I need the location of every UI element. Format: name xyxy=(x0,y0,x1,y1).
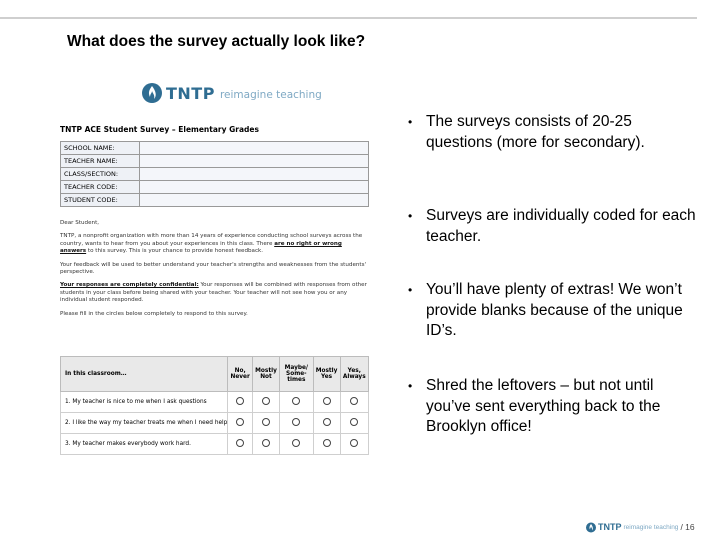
column-header: Mostly Yes xyxy=(313,357,340,392)
column-header: Maybe/ Some-times xyxy=(280,357,314,392)
student-letter xyxy=(60,220,369,342)
response-bubble[interactable] xyxy=(262,397,270,405)
bullet-item: • Shred the leftovers – but not until you’ve sent everything back to the Brooklyn office! xyxy=(408,377,661,435)
field-label-student-code: STUDENT CODE: xyxy=(61,194,140,207)
letter-paragraph-3: Your responses are completely confidential: Your responses will be combined with responses from other students in your class before being shared with your teacher. Your teacher will not see how you or any individual student responded. xyxy=(60,282,367,304)
bullet-icon: • xyxy=(408,379,413,393)
field-label-class: CLASS/SECTION: xyxy=(61,168,140,181)
top-divider xyxy=(0,17,697,19)
footer-tagline: reimagine teaching xyxy=(623,523,679,531)
response-bubble[interactable] xyxy=(236,439,244,447)
tntp-logo xyxy=(142,80,322,106)
bullet-item: • The surveys consists of 20-25 questions (more for secondary). xyxy=(408,113,645,151)
response-bubble[interactable] xyxy=(236,397,244,405)
letter-greeting: Dear Student, xyxy=(60,220,100,226)
flame-icon xyxy=(586,522,596,533)
response-bubble[interactable] xyxy=(292,439,300,447)
response-bubble[interactable] xyxy=(292,397,300,405)
response-bubble[interactable] xyxy=(350,418,358,426)
class-section-field[interactable] xyxy=(140,168,369,181)
field-label-teacher: TEACHER NAME: xyxy=(61,155,140,168)
slide-footer xyxy=(586,520,695,534)
question-text: 3. My teacher makes everybody work hard. xyxy=(61,434,228,455)
page-number: / 16 xyxy=(680,522,695,532)
question-table xyxy=(60,356,369,455)
column-header: Yes, Always xyxy=(340,357,368,392)
letter-paragraph-4: Please fill in the circles below completely to respond to this survey. xyxy=(60,310,248,317)
bullet-icon: • xyxy=(408,209,413,223)
column-header: No, Never xyxy=(228,357,253,392)
response-bubble[interactable] xyxy=(323,397,331,405)
field-label-school: SCHOOL NAME: xyxy=(61,142,140,155)
bullet-item: • You’ll have plenty of extras! We won’t provide blanks because of the unique ID’s. xyxy=(408,281,683,339)
logo-tagline: reimagine teaching xyxy=(219,88,322,101)
student-info-fields xyxy=(60,141,369,207)
column-header: Mostly Not xyxy=(252,357,279,392)
table-row xyxy=(61,392,369,413)
field-label-teacher-code: TEACHER CODE: xyxy=(61,181,140,194)
response-bubble[interactable] xyxy=(236,418,244,426)
question-header: In this classroom… xyxy=(61,357,228,392)
response-bubble[interactable] xyxy=(323,439,331,447)
slide-title: What does the survey actually look like? xyxy=(67,33,366,50)
table-row xyxy=(61,434,369,455)
bullet-item: • Surveys are individually coded for each teacher. xyxy=(408,207,696,245)
footer-logo-wordmark: TNTP xyxy=(598,522,622,532)
table-row xyxy=(61,413,369,434)
school-name-field[interactable] xyxy=(140,142,369,155)
response-bubble[interactable] xyxy=(350,439,358,447)
letter-paragraph-1: TNTP, a nonprofit organization with more than 14 years of experience conducting school surveys across the country, wants to hear from you about your experiences in this class. There are no right or wrong answers to this survey. This is your chance to provide honest feedback. xyxy=(60,233,363,255)
flame-icon xyxy=(142,82,162,104)
question-text: 2. I like the way my teacher treats me when I need help xyxy=(61,413,228,434)
logo-wordmark: TNTP xyxy=(166,83,215,103)
response-bubble[interactable] xyxy=(350,397,358,405)
response-bubble[interactable] xyxy=(292,418,300,426)
response-bubble[interactable] xyxy=(262,439,270,447)
survey-title: TNTP ACE Student Survey – Elementary Grades xyxy=(60,125,259,134)
response-bubble[interactable] xyxy=(323,418,331,426)
question-text: 1. My teacher is nice to me when I ask questions xyxy=(61,392,228,413)
survey-preview xyxy=(54,70,374,460)
bullet-icon: • xyxy=(408,115,413,129)
teacher-code-field[interactable] xyxy=(140,181,369,194)
response-bubble[interactable] xyxy=(262,418,270,426)
bullet-icon: • xyxy=(408,283,413,297)
letter-paragraph-2: Your feedback will be used to better understand your teacher's strengths and weaknesses from the students' perspective. xyxy=(60,261,367,276)
teacher-name-field[interactable] xyxy=(140,155,369,168)
student-code-field[interactable] xyxy=(140,194,369,207)
